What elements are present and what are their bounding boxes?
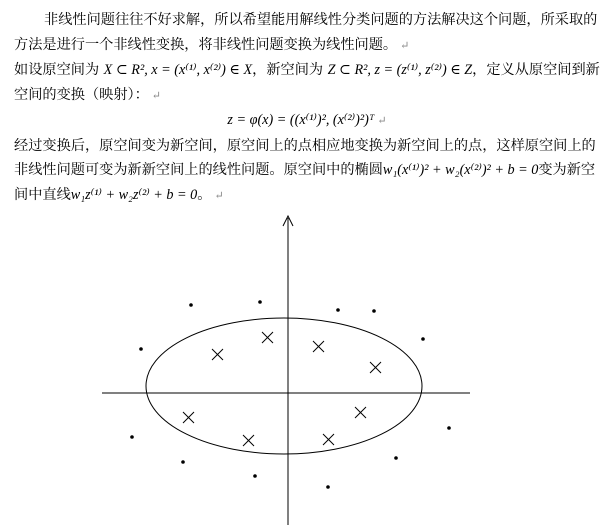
dot-marker bbox=[189, 303, 193, 307]
paragraph-definition bbox=[14, 58, 600, 108]
outer-class-markers bbox=[130, 300, 451, 489]
mapping-formula: z = φ(x) = ((x⁽¹⁾)², (x⁽²⁾)²)ᵀ bbox=[227, 112, 375, 128]
cross-marker bbox=[323, 434, 334, 445]
conclusion-text-3: 。 bbox=[197, 186, 212, 203]
dot-marker bbox=[421, 337, 425, 341]
cross-marker bbox=[243, 435, 254, 446]
definition-text-1: 如设原空间为 bbox=[14, 62, 104, 78]
definition-text-2: ，新空间为 bbox=[252, 62, 328, 78]
paragraph-mark: ↵ bbox=[214, 188, 224, 202]
paragraph-conclusion bbox=[14, 134, 600, 209]
paragraph-mark: ↵ bbox=[151, 88, 161, 102]
decision-ellipse bbox=[146, 318, 422, 454]
cross-marker bbox=[262, 332, 273, 343]
conclusion-text-2: 变为新空间中直线 bbox=[14, 162, 596, 203]
document-body bbox=[14, 8, 600, 208]
dot-marker bbox=[372, 309, 376, 313]
paragraph-intro bbox=[14, 8, 600, 58]
inner-class-markers bbox=[183, 332, 381, 446]
definition-text-3: ，定义从原空间到新空间的变换（映射）： bbox=[14, 62, 600, 103]
dot-marker bbox=[447, 426, 451, 430]
dot-marker bbox=[326, 485, 330, 489]
original-space-formula: X ⊂ R², x = (x⁽¹⁾, x⁽²⁾) ∈ X bbox=[103, 62, 253, 78]
cross-marker bbox=[355, 407, 366, 418]
dot-marker bbox=[258, 300, 262, 304]
line-formula: w₁z⁽¹⁾ + w₂z⁽²⁾ + b = 0 bbox=[70, 186, 198, 203]
dot-marker bbox=[253, 474, 257, 478]
mapping-equation bbox=[14, 108, 600, 134]
cross-marker bbox=[212, 349, 223, 360]
dot-marker bbox=[181, 460, 185, 464]
dot-marker bbox=[394, 456, 398, 460]
dot-marker bbox=[130, 435, 134, 439]
conclusion-text-1: 经过变换后，原空间变为新空间，原空间上的点相应地变换为新空间上的点，这样原空间上的非线性问题可变为新新空间上的线性问题。原空间中的椭圆 bbox=[14, 137, 596, 178]
ellipse-classification-figure bbox=[0, 210, 609, 529]
dot-marker bbox=[139, 347, 143, 351]
paragraph-mark: ↵ bbox=[377, 114, 387, 127]
cross-marker bbox=[370, 362, 381, 373]
cross-marker bbox=[183, 412, 194, 423]
paragraph-mark: ↵ bbox=[400, 38, 410, 52]
cross-marker bbox=[313, 341, 324, 352]
dot-marker bbox=[336, 308, 340, 312]
new-space-formula: Z ⊂ R², z = (z⁽¹⁾, z⁽²⁾) ∈ Z bbox=[327, 62, 473, 78]
intro-text: 非线性问题往往不好求解，所以希望能用解线性分类问题的方法解决这个问题，所采取的方法是进行一个非线性变换，将非线性问题变换为线性问题。 bbox=[14, 12, 598, 53]
ellipse-formula: w₁(x⁽¹⁾)² + w₂(x⁽²⁾)² + b = 0 bbox=[382, 162, 539, 178]
